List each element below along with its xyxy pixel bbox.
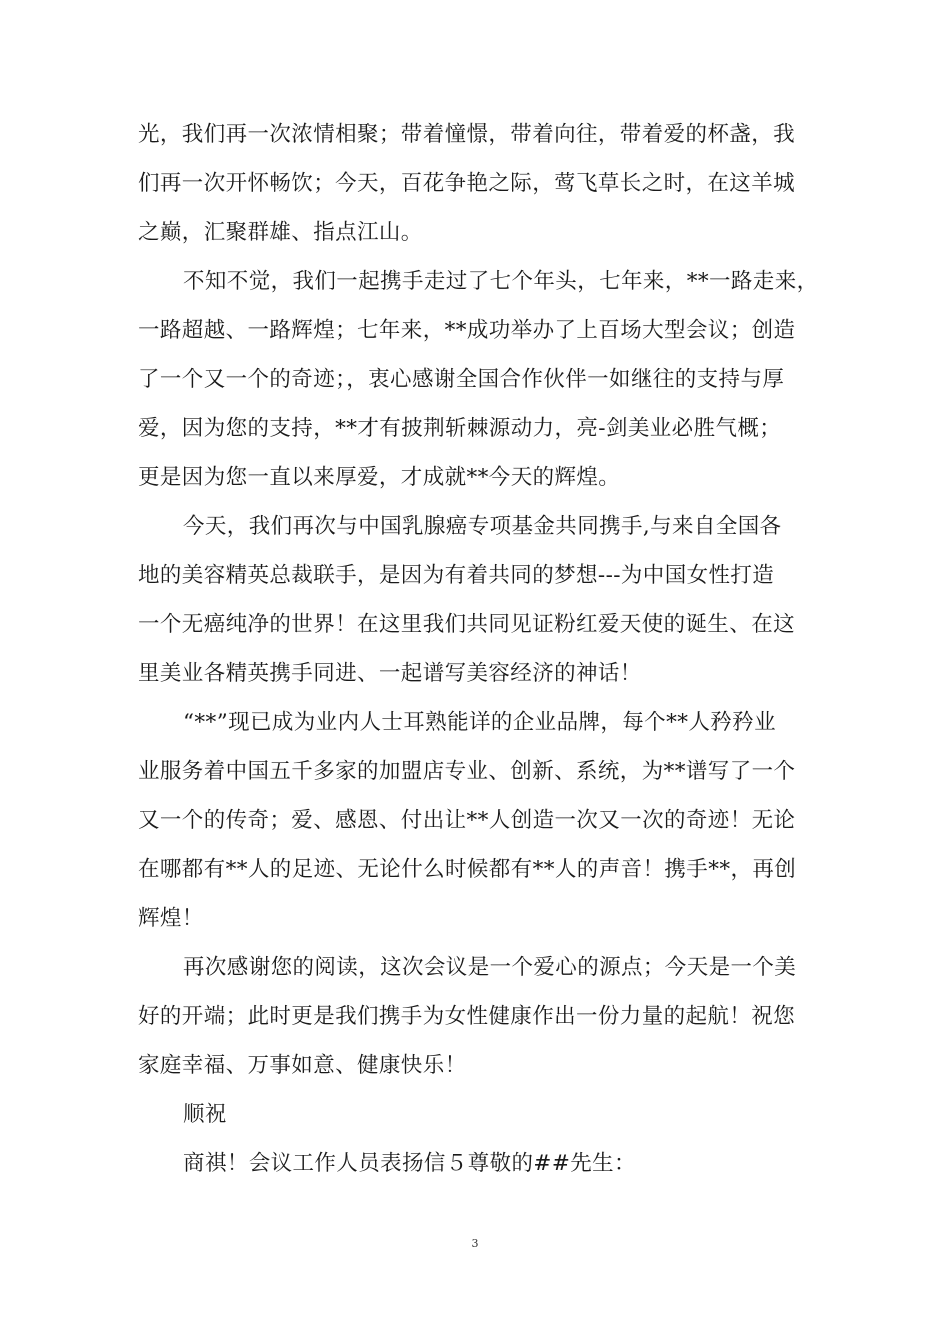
paragraph-3 xyxy=(138,502,828,698)
text-line: 在哪都有**人的足迹、无论什么时候都有**人的声音！携手**，再创 xyxy=(138,857,797,882)
text-line: 好的开端；此时更是我们携手为女性健康作出一份力量的起航！祝您 xyxy=(138,1004,796,1029)
text-line: 光，我们再一次浓情相聚；带着憧憬，带着向往，带着爱的杯盏，我 xyxy=(138,122,796,147)
text-line: 顺祝 xyxy=(183,1102,227,1127)
text-line: “**”现已成为业内人士耳熟能详的企业品牌，每个**人矜矜业 xyxy=(183,710,776,735)
text-line: 商祺！会议工作人员表扬信５尊敬的##先生： xyxy=(183,1151,636,1176)
text-line: 今天，我们再次与中国乳腺癌专项基金共同携手,与来自全国各 xyxy=(183,514,782,539)
text-line: 辉煌！ xyxy=(138,906,204,931)
text-line: 更是因为您一直以来厚爱，才成就**今天的辉煌。 xyxy=(138,465,621,490)
paragraph-1 xyxy=(138,110,828,257)
text-line: 一路超越、一路辉煌；七年来，**成功举办了上百场大型会议；创造 xyxy=(138,318,796,343)
text-line: 之巅，汇聚群雄、指点江山。 xyxy=(138,220,423,245)
text-line: 家庭幸福、万事如意、健康快乐！ xyxy=(138,1053,467,1078)
text-line: 里美业各精英携手同进、一起谱写美容经济的神话！ xyxy=(138,661,642,686)
paragraph-4 xyxy=(138,698,828,943)
paragraph-2 xyxy=(138,257,828,502)
text-line: 业服务着中国五千多家的加盟店专业、创新、系统，为**谱写了一个 xyxy=(138,759,796,784)
text-line: 再次感谢您的阅读，这次会议是一个爱心的源点；今天是一个美 xyxy=(183,955,797,980)
paragraph-closing xyxy=(138,1090,828,1139)
text-line: 们再一次开怀畅饮；今天，百花争艳之际，莺飞草长之时，在这羊城 xyxy=(138,171,796,196)
text-line: 爱，因为您的支持，**才有披荆斩棘源动力，亮-剑美业必胜气概； xyxy=(138,416,782,441)
text-line: 一个无癌纯净的世界！在这里我们共同见证粉红爱天使的诞生、在这 xyxy=(138,612,796,637)
paragraph-salutation xyxy=(138,1139,828,1188)
text-line: 了一个又一个的奇迹；，衷心感谢全国合作伙伴一如继往的支持与厚 xyxy=(138,367,785,392)
document-body xyxy=(138,110,828,1188)
paragraph-5 xyxy=(138,943,828,1090)
text-line: 又一个的传奇；爱、感恩、付出让**人创造一次又一次的奇迹！无论 xyxy=(138,808,796,833)
text-line: 不知不觉，我们一起携手走过了七个年头，七年来，**一路走来， xyxy=(183,269,819,294)
text-line: 地的美容精英总裁联手，是因为有着共同的梦想---为中国女性打造 xyxy=(138,563,775,588)
page-number: 3 xyxy=(471,1237,479,1250)
